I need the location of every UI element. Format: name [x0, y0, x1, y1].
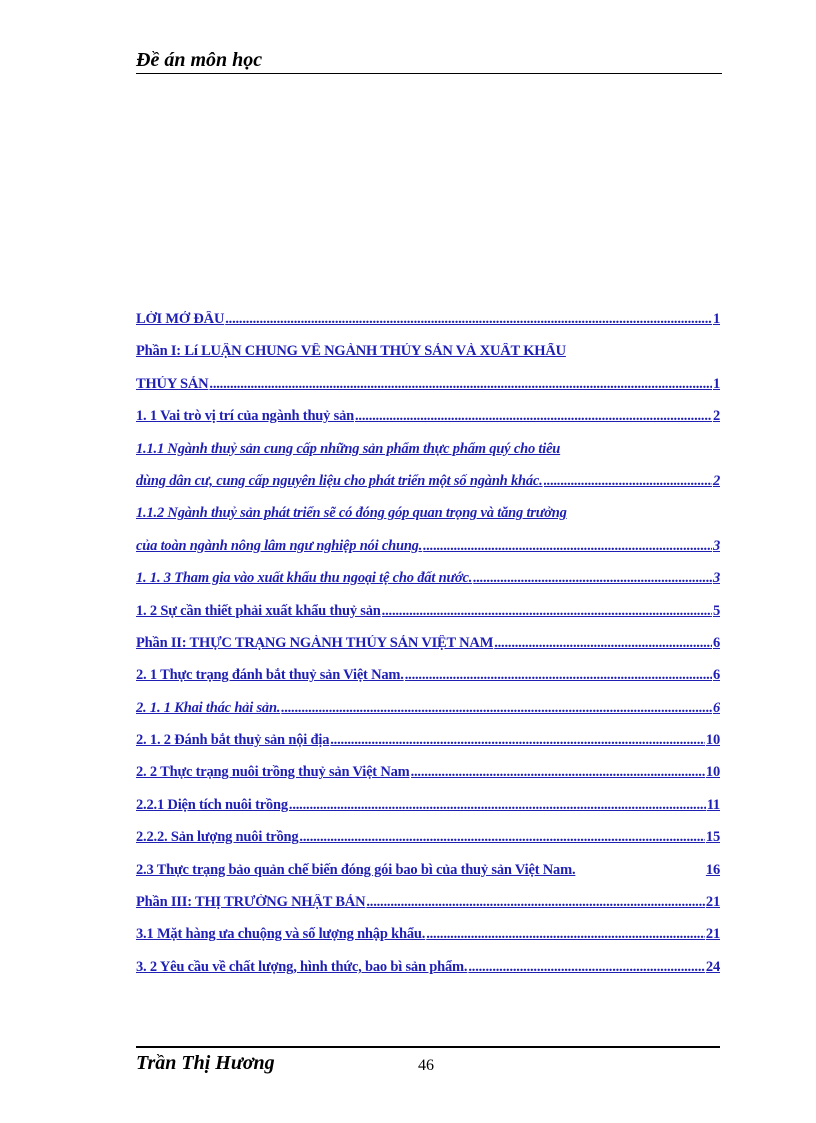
toc-entry-page: 21 [705, 894, 720, 911]
toc-entry-title: 2. 2 Thực trạng nuôi trồng thuỷ sản Việt Nam [136, 764, 410, 781]
toc-entry[interactable] [136, 473, 720, 505]
toc-entry-page: 15 [705, 829, 720, 846]
toc-entry[interactable] [136, 603, 720, 635]
toc-entry-page: 1 [712, 311, 720, 327]
toc-leader-dots [330, 732, 705, 749]
toc-entry-title: của toàn ngành nông lâm ngư nghiệp nói chung. [136, 537, 423, 554]
header-rule [136, 73, 722, 74]
toc-entry-page: 10 [705, 764, 720, 781]
toc-leader-dots [468, 959, 705, 976]
toc-entry[interactable] [136, 343, 720, 375]
table-of-contents [136, 311, 720, 991]
toc-entry[interactable] [136, 376, 720, 408]
toc-leader-dots [355, 408, 712, 425]
toc-entry[interactable] [136, 667, 720, 699]
toc-leader-dots [299, 829, 704, 846]
toc-entry[interactable] [136, 894, 720, 926]
toc-entry[interactable] [136, 635, 720, 667]
toc-entry[interactable] [136, 862, 720, 894]
toc-entry-title: 2. 1. 2 Đánh bắt thuỷ sản nội địa [136, 732, 330, 749]
toc-leader-dots [209, 376, 712, 393]
toc-leader-dots [544, 473, 712, 490]
toc-entry-title: 1. 1 Vai trò vị trí của ngành thuỷ sản [136, 408, 354, 425]
toc-entry-page: 2 [712, 472, 720, 489]
toc-leader-dots [405, 667, 712, 684]
header-title: Đề án môn học [136, 49, 263, 71]
toc-leader-dots [494, 635, 712, 652]
toc-entry-title: Phần I: Lí LUẬN CHUNG VỀ NGÀNH THỦY SẢN VÀ XUẤT KHẨU [136, 343, 566, 360]
toc-entry-page: 16 [705, 861, 720, 878]
toc-entry-page: 24 [705, 958, 720, 975]
toc-entry-page: 6 [712, 634, 720, 651]
toc-entry[interactable] [136, 408, 720, 440]
toc-leader-dots [289, 797, 706, 814]
toc-entry-page: 5 [712, 602, 720, 619]
toc-entry-title: dùng dân cư, cung cấp nguyên liệu cho phát triển một số ngành khác. [136, 472, 543, 489]
toc-entry-page: 1 [712, 375, 720, 392]
toc-leader-dots [423, 538, 712, 555]
toc-entry[interactable] [136, 764, 720, 796]
toc-leader-dots [426, 926, 705, 943]
page-number: 46 [418, 1057, 434, 1074]
toc-entry-page: 10 [705, 732, 720, 749]
toc-entry-title: 2.3 Thực trạng bảo quản chế biến đóng gói bao bì của thuỷ sản Việt Nam. [136, 861, 576, 878]
toc-entry[interactable] [136, 829, 720, 861]
toc-entry-title: 2.2.2. Sản lượng nuôi trồng [136, 829, 299, 846]
toc-entry-title: 1. 2 Sự cần thiết phải xuất khẩu thuỷ sản [136, 602, 381, 619]
toc-leader-dots [366, 894, 705, 911]
toc-entry[interactable] [136, 732, 720, 764]
toc-entry-title: LỜI MỞ ĐẦU [136, 311, 225, 327]
toc-leader-dots [225, 311, 712, 328]
toc-entry-page: 3 [712, 537, 720, 554]
toc-entry-title: 1.1.1 Ngành thuỷ sản cung cấp những sản phẩm thực phẩm quý cho tiêu [136, 440, 561, 457]
toc-entry[interactable] [136, 538, 720, 570]
toc-entry[interactable] [136, 570, 720, 602]
toc-entry-page: 11 [706, 796, 720, 813]
toc-leader-dots [473, 570, 712, 587]
footer-author: Trần Thị Hương [136, 1052, 275, 1074]
toc-entry-page: 3 [712, 570, 720, 587]
toc-entry-title: Phần II: THỰC TRẠNG NGÀNH THỦY SẢN VIỆT NAM [136, 634, 494, 651]
toc-entry-title: THỦY SẢN [136, 375, 209, 392]
toc-entry[interactable] [136, 926, 720, 958]
toc-entry-page: 2 [712, 408, 720, 425]
toc-entry-title: 3. 2 Yêu cầu về chất lượng, hình thức, bao bì sản phẩm. [136, 958, 468, 975]
toc-entry-title: 1. 1. 3 Tham gia vào xuất khẩu thu ngoại tệ cho đất nước. [136, 570, 473, 587]
toc-entry-title: 2. 1 Thực trạng đánh bắt thuỷ sản Việt Nam. [136, 667, 404, 684]
toc-leader-dots [382, 603, 712, 620]
toc-entry-page: 6 [712, 699, 720, 716]
toc-entry-page: 6 [712, 667, 720, 684]
toc-entry-title: 1.1.2 Ngành thuỷ sản phát triển sẽ có đóng góp quan trọng và tăng trưởng [136, 505, 567, 522]
toc-entry[interactable] [136, 797, 720, 829]
toc-entry[interactable] [136, 311, 720, 343]
toc-entry[interactable] [136, 505, 720, 537]
toc-entry-title: 2.2.1 Diện tích nuôi trồng [136, 796, 288, 813]
toc-entry-title: 3.1 Mặt hàng ưa chuộng và số lượng nhập khẩu. [136, 926, 426, 943]
toc-entry[interactable] [136, 700, 720, 732]
toc-entry-title: Phần III: THỊ TRƯỜNG NHẬT BẢN [136, 894, 366, 911]
toc-leader-dots [411, 764, 705, 781]
toc-entry-title: 2. 1. 1 Khai thác hải sản. [136, 699, 281, 716]
toc-leader-dots [281, 700, 712, 717]
toc-entry-page: 21 [705, 926, 720, 943]
footer-rule [136, 1046, 720, 1048]
toc-entry[interactable] [136, 441, 720, 473]
toc-entry[interactable] [136, 959, 720, 991]
